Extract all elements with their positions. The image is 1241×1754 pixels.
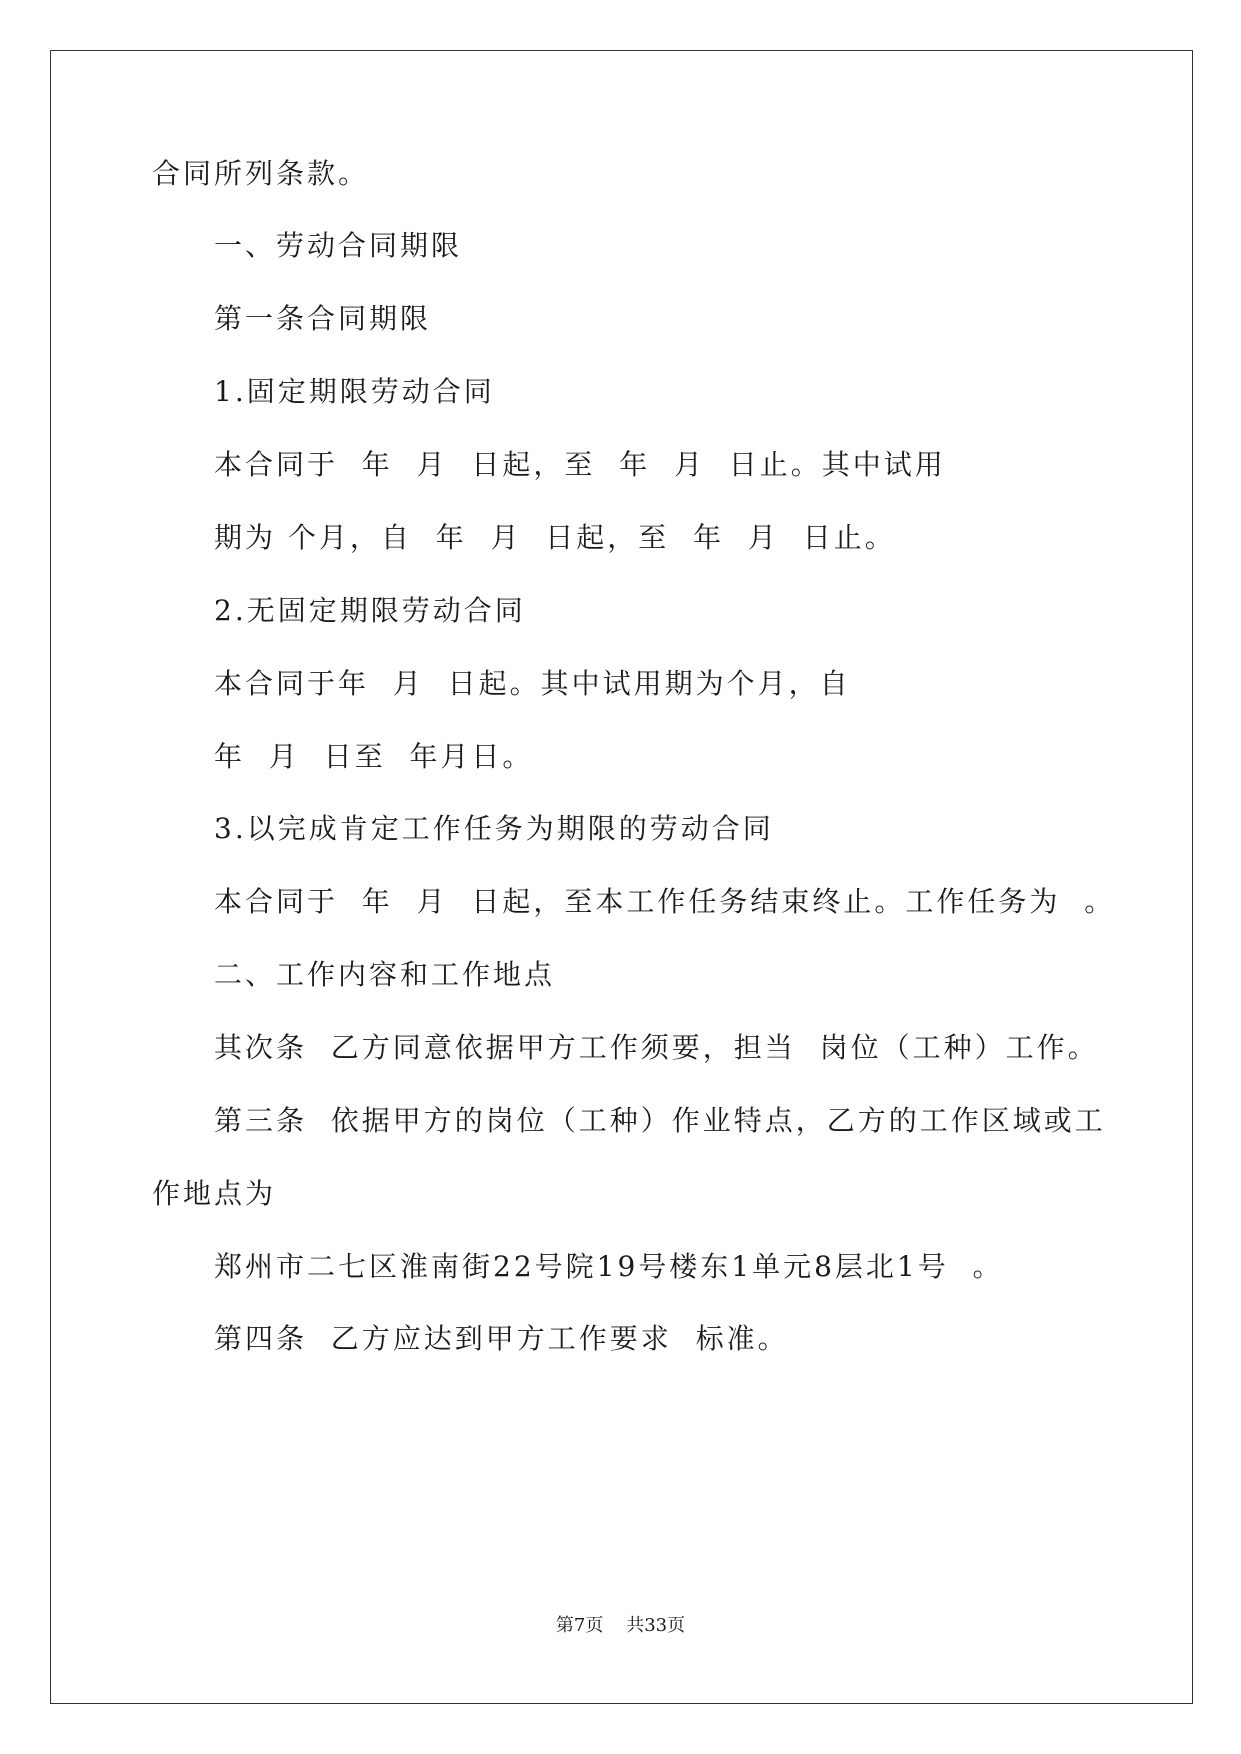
text-line: 本合同于 年 月 日起，至本工作任务结束终止。工作任务为 。 — [214, 885, 1116, 918]
page-footer: 第7页 共33页 — [555, 1615, 686, 1636]
text-line: 合同所列条款。 — [152, 157, 370, 190]
text-line: 第四条 乙方应达到甲方工作要求 标准。 — [214, 1322, 789, 1355]
section-heading: 二、工作内容和工作地点 — [214, 958, 556, 991]
text-line: 郑州市二七区淮南街22号院19号楼东1单元8层北1号 。 — [214, 1250, 1004, 1283]
text-line: 其次条 乙方同意依据甲方工作须要，担当 岗位（工种）工作。 — [214, 1031, 1099, 1064]
subsection-heading: 2.无固定期限劳动合同 — [214, 594, 526, 627]
text-line: 第三条 依据甲方的岗位（工种）作业特点，乙方的工作区域或工 — [214, 1104, 1106, 1137]
article-heading: 第一条合同期限 — [214, 302, 432, 335]
text-line: 本合同于 年 月 日起，至 年 月 日止。其中试用 — [214, 448, 946, 481]
section-heading: 一、劳动合同期限 — [214, 229, 463, 262]
page-border — [50, 50, 1193, 1704]
text-line: 作地点为 — [152, 1177, 277, 1210]
subsection-heading: 1.固定期限劳动合同 — [214, 375, 495, 408]
text-line: 本合同于年 月 日起。其中试用期为个月，自 — [214, 667, 851, 700]
subsection-heading: 3.以完成肯定工作任务为期限的劳动合同 — [214, 812, 774, 845]
text-line: 年 月 日至 年月日。 — [214, 740, 534, 773]
text-line: 期为 个月，自 年 月 日起，至 年 月 日止。 — [214, 521, 896, 554]
